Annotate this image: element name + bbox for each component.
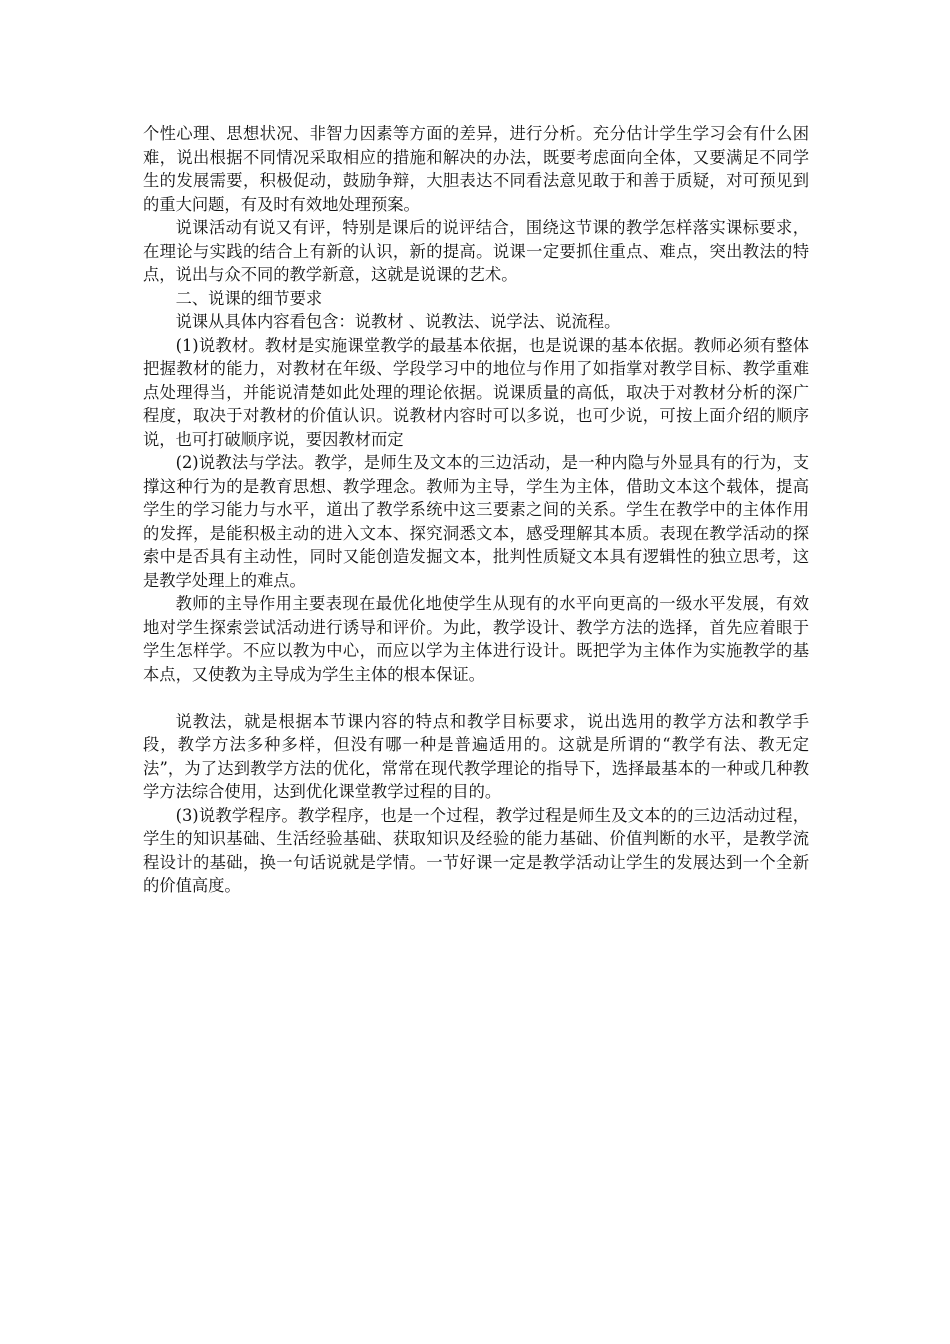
section-heading: 二、说课的细节要求 bbox=[175, 288, 323, 308]
paragraph-method-explanation: 说教法，就是根据本节课内容的特点和教学目标要求，说出选用的教学方法和教学手段，教学方法多种多样，但没有哪一种是普遍适用的。这就是所谓的“教学有法、教无定法”，为了达到教学方法的优化，常常在现代教学理论的指导下，选择最基本的一种或几种教学方法综合使用，达到优化课堂教学过程的目的。 bbox=[143, 711, 809, 801]
document-page bbox=[143, 122, 809, 898]
paragraph-contents: 说课从具体内容看包含：说教材 、说教法、说学法、说流程。 bbox=[175, 312, 621, 331]
blank-line bbox=[143, 686, 809, 710]
paragraph-teaching-methods: (2)说教法与学法。教学，是师生及文本的三边活动，是一种内隐与外显具有的行为，支撑这种行为的是教育思想、教学理念。教师为主导，学生为主体，借助文本这个载体，提高学生的学习能力与水平，道出了教学系统中这三要素之间的关系。学生在教学中的主体作用的发挥，是能积极主动的进入文本、探究洞悉文本，感受理解其本质。表现在教学活动的探索中是否具有主动性，同时又能创造发掘文本，批判性质疑文本具有逻辑性的独立思考，这是教学处理上的难点。 bbox=[143, 453, 809, 590]
paragraph-teaching-procedure: (3)说教学程序。教学程序，也是一个过程，教学过程是师生及文本的的三边活动过程，学生的知识基础、生活经验基础、获取知识及经验的能力基础、价值判断的水平，是教学流程设计的基础，换一句话说就是学情。一节好课一定是教学活动让学生的发展达到一个全新的价值高度。 bbox=[143, 805, 809, 895]
paragraph-evaluation: 说课活动有说又有评，特别是课后的说评结合，围绕这节课的教学怎样落实课标要求，在理论与实践的结合上有新的认识，新的提高。说课一定要抓住重点、难点，突出教法的特点，说出与众不同的教学新意，这就是说课的艺术。 bbox=[143, 218, 809, 284]
paragraph-continuation: 个性心理、思想状况、非智力因素等方面的差异，进行分析。充分估计学生学习会有什么困难，说出根据不同情况采取相应的措施和解决的办法，既要考虑面向全体，又要满足不同学生的发展需要，积极促动，鼓励争辩，大胆表达不同看法意见敢于和善于质疑，对可预见到的重大问题，有及时有效地处理预案。 bbox=[143, 124, 809, 214]
paragraph-teacher-role: 教师的主导作用主要表现在最优化地使学生从现有的水平向更高的一级水平发展，有效地对学生探索尝试活动进行诱导和评价。为此，教学设计、教学方法的选择，首先应着眼于学生怎样学。不应以教为中心，而应以学为主体进行设计。既把学为主体作为实施教学的基本点，又使教为主导成为学生主体的根本保证。 bbox=[143, 594, 809, 684]
paragraph-teaching-material: (1)说教材。教材是实施课堂教学的最基本依据，也是说课的基本依据。教师必须有整体把握教材的能力，对教材在年级、学段学习中的地位与作用了如指掌对教学目标、教学重难点处理得当，并能说清楚如此处理的理论依据。说课质量的高低，取决于对教材分析的深广程度，取决于对教材的价值认识。说教材内容时可以多说，也可少说，可按上面介绍的顺序说，也可打破顺序说，要因教材而定 bbox=[143, 335, 809, 449]
